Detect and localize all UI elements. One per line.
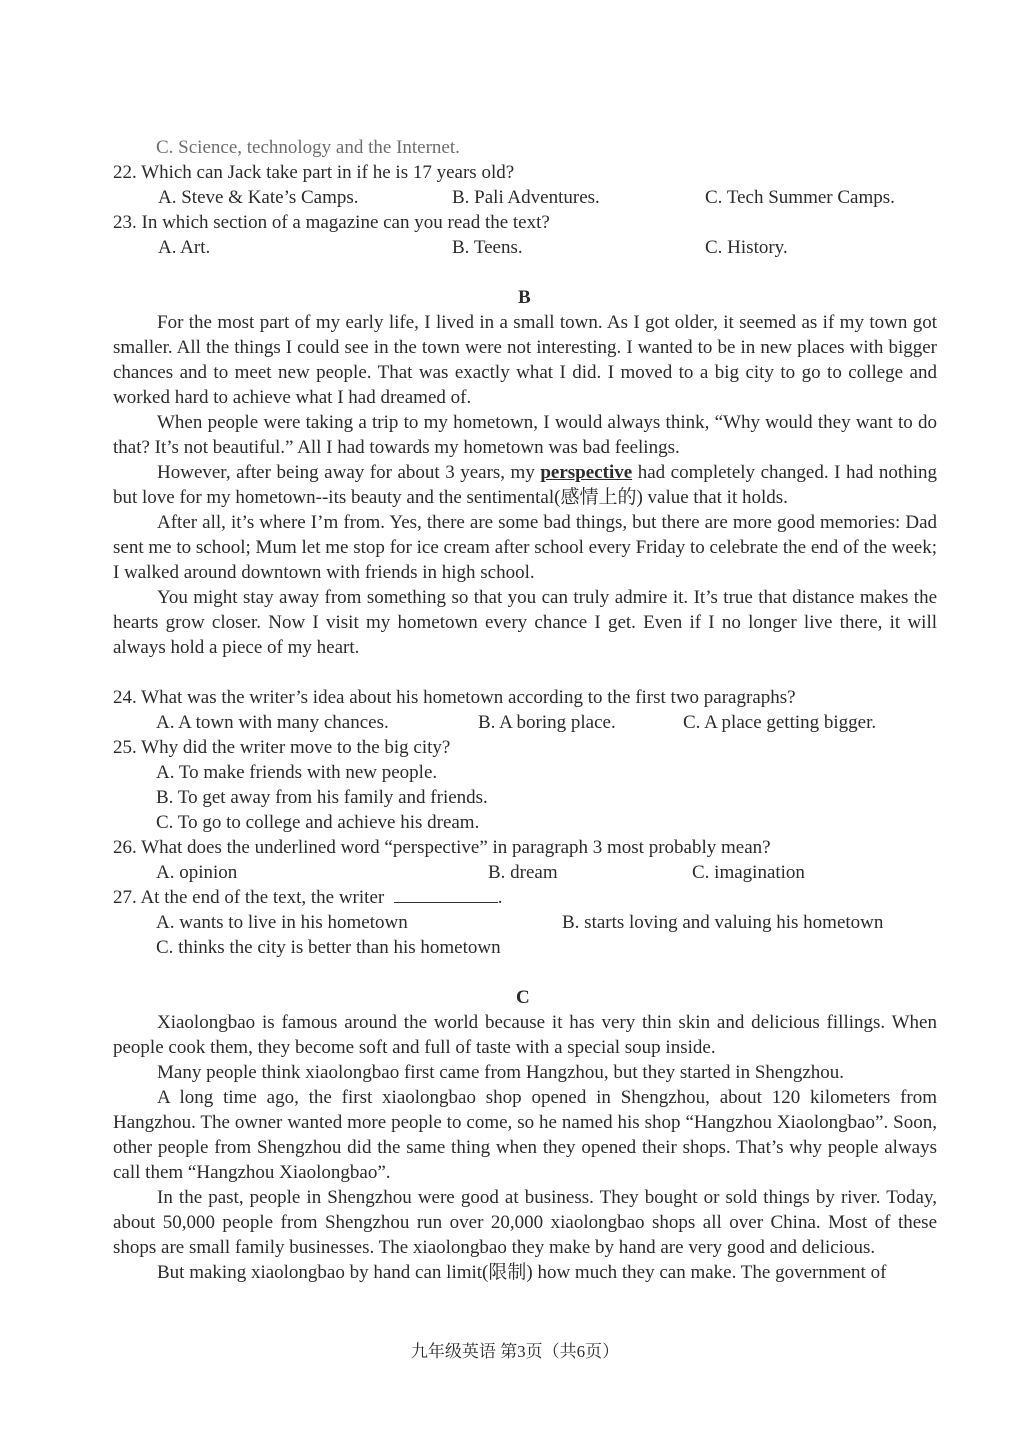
q25-option-a: A. To make friends with new people. [156, 762, 438, 783]
q24-option-c: C. A place getting bigger. [683, 712, 877, 733]
b-paragraph-2: When people were taking a trip to my hometown, I would always think, “Why would they want to do that? It’s not beautiful.” All I had towards my hometown was bad feelings. [113, 412, 937, 458]
q27-stem-end: . [497, 887, 503, 908]
q24-option-a: A. A town with many chances. [156, 712, 389, 733]
c-paragraph-4: In the past, people in Shengzhou were good at business. They bought or sold things by river. Today, about 50,000 people from Shengzhou run over 20,000 xiaolongbao shops all over China. Most of these shops are small family businesses. The xiaolongbao they make by hand are very good and delicious. [113, 1187, 937, 1258]
q22-stem: 22. Which can Jack take part in if he is 17 years old? [113, 162, 515, 183]
b-paragraph-5: You might stay away from something so that you can truly admire it. It’s true that distance makes the hearts grow closer. Now I visit my hometown every chance I get. Even if I no longer live there, it will always hold a piece of my heart. [113, 587, 937, 658]
q23-option-a: A. Art. [158, 237, 211, 258]
q23-option-c: C. History. [705, 237, 788, 258]
q23-stem: 23. In which section of a magazine can you read the text? [113, 212, 550, 233]
q22-option-b: B. Pali Adventures. [452, 187, 600, 208]
b-paragraph-3-end: had completely changed. I had nothing but love for my hometown--its beauty and the sentimental(感情上的) value that it holds. [113, 462, 937, 508]
section-c-heading: C [516, 987, 530, 1008]
section-b-heading: B [518, 287, 531, 308]
b-paragraph-3 [113, 460, 937, 510]
q27-option-a: A. wants to live in his hometown [156, 912, 408, 933]
q26-option-b: B. dream [488, 862, 558, 883]
q27-option-b: B. starts loving and valuing his hometown [562, 912, 884, 933]
q26-stem: 26. What does the underlined word “perspective” in paragraph 3 most probably mean? [113, 837, 771, 858]
q24-option-b: B. A boring place. [478, 712, 616, 733]
q24-stem: 24. What was the writer’s idea about his hometown according to the first two paragraphs? [113, 687, 796, 708]
c-paragraph-3: A long time ago, the first xiaolongbao shop opened in Shengzhou, about 120 kilometers from Hangzhou. The owner wanted more people to come, so he named his shop “Hangzhou Xiaolongbao”. Soon, other people from Shengzhou did the same thing when they opened their shops. That’s why people always call them “Hangzhou Xiaolongbao”. [113, 1087, 937, 1183]
c-paragraph-5: But making xiaolongbao by hand can limit(限制) how much they can make. The government of [157, 1262, 887, 1283]
q27-stem [113, 885, 502, 910]
b-paragraph-3-start: However, after being away for about 3 years, my [157, 462, 541, 483]
q21-option-c: C. Science, technology and the Internet. [156, 137, 460, 158]
q25-option-c: C. To go to college and achieve his dream. [156, 812, 480, 833]
page-footer: 九年级英语 第3页（共6页） [410, 1342, 620, 1361]
q25-option-b: B. To get away from his family and friends. [156, 787, 488, 808]
answer-blank [394, 886, 498, 903]
b-paragraph-4: After all, it’s where I’m from. Yes, there are some bad things, but there are more good memories: Dad sent me to school; Mum let me stop for ice cream after school every Friday to celebrate the end of the week; I walked around downtown with friends in high school. [113, 512, 937, 583]
q25-stem: 25. Why did the writer move to the big city? [113, 737, 451, 758]
q23-option-b: B. Teens. [452, 237, 523, 258]
q22-option-a: A. Steve & Kate’s Camps. [158, 187, 359, 208]
q26-option-c: C. imagination [692, 862, 805, 883]
q22-option-c: C. Tech Summer Camps. [705, 187, 895, 208]
section-b-passage [113, 310, 937, 660]
c-paragraph-2: Many people think xiaolongbao first came from Hangzhou, but they started in Shengzhou. [157, 1062, 845, 1083]
b-paragraph-1: For the most part of my early life, I lived in a small town. As I got older, it seemed as if my town got smaller. All the things I could see in the town were not interesting. I wanted to be in new places with bigger chances and to meet new people. That was exactly what I did. I moved to a big city to go to college and worked hard to achieve what I had dreamed of. [113, 312, 937, 408]
q26-option-a: A. opinion [156, 862, 238, 883]
q27-stem-text: 27. At the end of the text, the writer [113, 887, 385, 908]
underlined-keyword: perspective [540, 462, 633, 483]
section-c-passage [113, 1010, 937, 1285]
c-paragraph-1: Xiaolongbao is famous around the world because it has very thin skin and delicious fillings. When people cook them, they become soft and full of taste with a special soup inside. [113, 1012, 937, 1058]
q27-option-c: C. thinks the city is better than his hometown [156, 937, 501, 958]
